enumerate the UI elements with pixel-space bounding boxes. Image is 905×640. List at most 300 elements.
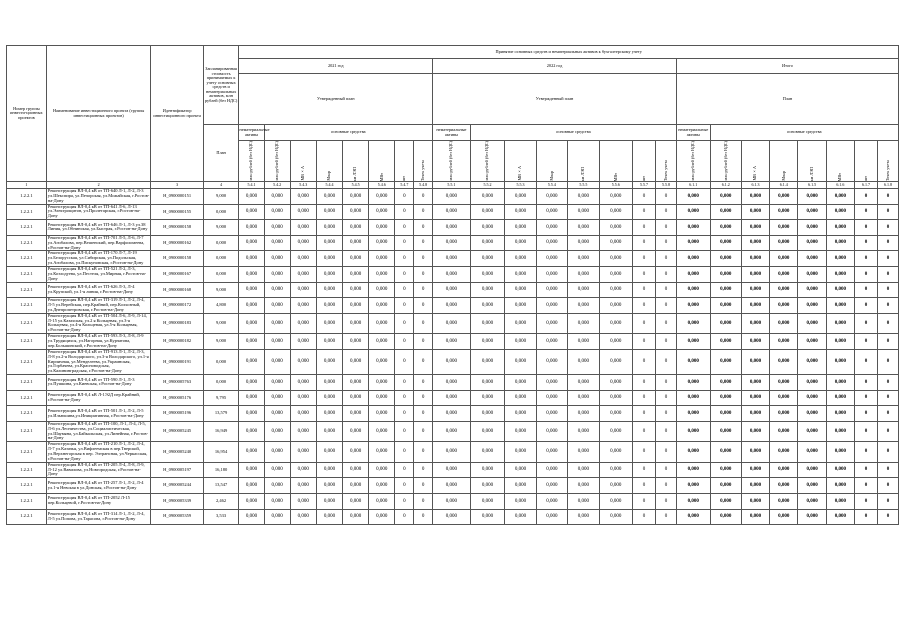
- value-cell: 0,000: [536, 189, 567, 205]
- value-cell: 0,000: [536, 375, 567, 391]
- total-value-cell: 0,000: [710, 334, 741, 350]
- value-cell: 0: [633, 298, 656, 314]
- plan-total: План: [677, 74, 899, 125]
- value-cell: 0,000: [433, 442, 471, 462]
- sub-col-header: [264, 141, 290, 182]
- value-cell: 0: [395, 235, 414, 251]
- total-value-cell: 0: [854, 478, 877, 494]
- value-cell: 0,000: [290, 390, 316, 406]
- total-value-cell: 0,000: [710, 478, 741, 494]
- total-value-cell: 0: [854, 462, 877, 478]
- value-cell: 0,000: [536, 421, 567, 441]
- project-id-cell: H_0900005197: [151, 462, 203, 478]
- value-cell: 0,000: [264, 375, 290, 391]
- group-cell: 1.2.2.1: [7, 442, 47, 462]
- value-cell: 0,000: [568, 334, 599, 350]
- value-cell: 0,000: [264, 390, 290, 406]
- total-value-cell: 0,000: [710, 462, 741, 478]
- table-row: [7, 406, 899, 422]
- value-cell: 0,000: [316, 313, 342, 333]
- value-cell: 0,000: [239, 266, 264, 282]
- value-cell: 0: [414, 478, 433, 494]
- total-value-cell: 0,000: [710, 509, 741, 525]
- sub-col-header: [505, 141, 536, 182]
- value-cell: 0,000: [264, 421, 290, 441]
- value-cell: 0,000: [264, 282, 290, 298]
- value-cell: 0: [395, 478, 414, 494]
- value-cell: 0,000: [239, 375, 264, 391]
- project-name-cell: Реконструкция ВЛ-0,4 кВ от ТП-100, Л-1, Л-4, Л-5, Л-6 ул.Лесничества, ул.Социалистическая, ул.Шаумяна, ул.Байкальская, ул.Линейная, г.Ростов-на-Дону: [46, 421, 151, 441]
- value-cell: 0: [395, 462, 414, 478]
- value-cell: 0: [633, 406, 656, 422]
- value-cell: 0,000: [239, 334, 264, 350]
- value-cell: 0,000: [343, 189, 369, 205]
- project-id-cell: H_0900000151: [151, 189, 203, 205]
- total-value-cell: 0,000: [710, 251, 741, 267]
- column-number: 5.5.6: [599, 182, 633, 189]
- table-row: [7, 266, 899, 282]
- value-cell: 0: [656, 509, 677, 525]
- total-value-cell: 0: [878, 349, 899, 374]
- total-value-cell: 0,000: [826, 334, 854, 350]
- total-value-cell: 0,000: [741, 189, 769, 205]
- value-cell: 0,000: [599, 478, 633, 494]
- value-cell: 0: [633, 462, 656, 478]
- total-value-cell: 0,000: [798, 509, 826, 525]
- value-cell: 0: [395, 493, 414, 509]
- value-cell: 0,000: [316, 390, 342, 406]
- intangible-total: нематериальные активы: [677, 125, 711, 141]
- project-id-cell: H_0900005359: [151, 509, 203, 525]
- value-cell: 0: [395, 282, 414, 298]
- sub-col-header: [878, 141, 899, 182]
- value-cell: 0,000: [290, 462, 316, 478]
- column-number: 6.1.5: [798, 182, 826, 189]
- total-value-cell: 0,000: [710, 204, 741, 220]
- approved-plan-2021: Утвержденный план: [239, 74, 433, 125]
- value-cell: 0,000: [369, 442, 395, 462]
- value-cell: 0,000: [568, 462, 599, 478]
- value-cell: 0,000: [343, 235, 369, 251]
- sub-col-header: [656, 141, 677, 182]
- total-value-cell: 0,000: [677, 478, 711, 494]
- value-cell: 0,000: [290, 509, 316, 525]
- total-value-cell: 0: [854, 251, 877, 267]
- group-cell: 1.2.2.1: [7, 478, 47, 494]
- project-id-cell: H_0900000183: [151, 313, 203, 333]
- value-cell: 0,000: [568, 313, 599, 333]
- value-cell: 0: [414, 220, 433, 236]
- total-value-cell: 0,000: [741, 251, 769, 267]
- value-cell: 0,000: [536, 509, 567, 525]
- total-value-cell: 0,000: [677, 462, 711, 478]
- value-cell: 0,000: [239, 349, 264, 374]
- value-cell: 0,000: [316, 282, 342, 298]
- value-cell: 0,000: [536, 313, 567, 333]
- value-cell: 0,000: [290, 493, 316, 509]
- total-value-cell: 0,000: [677, 334, 711, 350]
- total-value-cell: 0,000: [677, 235, 711, 251]
- group-cell: 1.2.2.1: [7, 349, 47, 374]
- value-cell: 0,000: [290, 334, 316, 350]
- total-value-cell: 0: [878, 478, 899, 494]
- value-cell: 0,000: [264, 478, 290, 494]
- value-cell: 0,000: [433, 349, 471, 374]
- total-value-cell: 0,000: [677, 313, 711, 333]
- value-cell: 0,000: [568, 390, 599, 406]
- value-cell: 0,000: [369, 509, 395, 525]
- sub-col-header: [433, 141, 471, 182]
- total-value-cell: 0,000: [826, 189, 854, 205]
- value-cell: 0,000: [264, 266, 290, 282]
- total-value-cell: 0: [878, 493, 899, 509]
- value-cell: 0,000: [343, 334, 369, 350]
- value-cell: 0,000: [239, 282, 264, 298]
- column-number: 4: [203, 182, 239, 189]
- plan-value-cell: 0,000: [203, 204, 239, 220]
- value-cell: 0,000: [536, 442, 567, 462]
- value-cell: 0,000: [290, 375, 316, 391]
- value-cell: 0,000: [343, 493, 369, 509]
- total-value-cell: 0,000: [798, 421, 826, 441]
- total-value-cell: 0,000: [741, 282, 769, 298]
- table-body: [7, 189, 899, 525]
- value-cell: 0,000: [599, 220, 633, 236]
- value-cell: 0,000: [599, 298, 633, 314]
- table-row: [7, 298, 899, 314]
- table-row: [7, 375, 899, 391]
- value-cell: 0,000: [316, 189, 342, 205]
- value-cell: 0,000: [505, 421, 536, 441]
- plan-value-cell: 9,795: [203, 390, 239, 406]
- total-value-cell: 0: [878, 313, 899, 333]
- column-number: 5.5.4: [536, 182, 567, 189]
- total-value-cell: 0,000: [677, 298, 711, 314]
- value-cell: 0,000: [343, 313, 369, 333]
- value-cell: 0: [414, 204, 433, 220]
- value-cell: 0,000: [343, 406, 369, 422]
- total-value-cell: 0,000: [677, 375, 711, 391]
- total-value-cell: 0,000: [677, 390, 711, 406]
- value-cell: 0: [395, 334, 414, 350]
- value-cell: 0,000: [433, 509, 471, 525]
- total-value-cell: 0: [878, 266, 899, 282]
- value-cell: 0: [633, 390, 656, 406]
- value-cell: 0,000: [599, 204, 633, 220]
- fixed-assets-total: основные средства: [710, 125, 899, 141]
- group-cell: 1.2.2.1: [7, 406, 47, 422]
- value-cell: 0: [414, 334, 433, 350]
- project-name-cell: Реконструкция ВЛ-0,4 кВ от ТП-590 Л-1, Л-3 ул.Пушкина, ул.Киевская, г.Ростов-на-Дону: [46, 375, 151, 391]
- total-value-cell: 0,000: [741, 334, 769, 350]
- project-id-cell: H_0900005240: [151, 442, 203, 462]
- sub-col-header: [633, 141, 656, 182]
- value-cell: 0,000: [536, 266, 567, 282]
- value-cell: 0: [414, 462, 433, 478]
- total-value-cell: 0: [854, 375, 877, 391]
- value-cell: 0,000: [433, 235, 471, 251]
- total-value-cell: 0,000: [677, 189, 711, 205]
- value-cell: 0,000: [505, 204, 536, 220]
- total-value-cell: 0,000: [710, 442, 741, 462]
- value-cell: 0: [633, 442, 656, 462]
- column-number: 5.4.8: [414, 182, 433, 189]
- value-cell: 0,000: [316, 204, 342, 220]
- group-cell: 1.2.2.1: [7, 189, 47, 205]
- value-cell: 0: [656, 313, 677, 333]
- total-value-cell: 0: [878, 442, 899, 462]
- project-name-cell: Реконструкция ВЛ-0,4 кВ от ТП-2052 Л-15 пер.Кольцевой, г.Ростов-на-Дону: [46, 493, 151, 509]
- value-cell: 0: [414, 442, 433, 462]
- value-cell: 0,000: [343, 204, 369, 220]
- total-value-cell: 0: [878, 220, 899, 236]
- table-row: [7, 282, 899, 298]
- total-value-cell: 0: [878, 462, 899, 478]
- project-id-cell: H_0900005196: [151, 406, 203, 422]
- sub-col-label: млн рублей (без НДС): [273, 141, 279, 181]
- total-value-cell: 0,000: [741, 220, 769, 236]
- value-cell: 0,000: [470, 251, 505, 267]
- value-cell: 0,000: [505, 478, 536, 494]
- value-cell: 0,000: [470, 282, 505, 298]
- value-cell: 0: [656, 406, 677, 422]
- value-cell: 0,000: [264, 334, 290, 350]
- value-cell: 0,000: [433, 406, 471, 422]
- value-cell: 0: [656, 282, 677, 298]
- value-cell: 0,000: [264, 406, 290, 422]
- value-cell: 0: [633, 251, 656, 267]
- value-cell: 0,000: [433, 251, 471, 267]
- value-cell: 0,000: [505, 220, 536, 236]
- total-value-cell: 0,000: [741, 478, 769, 494]
- total-value-cell: 0: [878, 235, 899, 251]
- value-cell: 0: [395, 313, 414, 333]
- value-cell: 0,000: [505, 235, 536, 251]
- year-2022: 2022 год: [433, 59, 677, 74]
- sub-col-header: [290, 141, 316, 182]
- value-cell: 0,000: [505, 509, 536, 525]
- project-name-cell: Реконструкция ВЛ-0,4 кВ от ТП-646 Л-1, Л-3 ул.38 Линия, ул.Обнинская, ул.Быстрая, г.Ростов-на-Дону: [46, 220, 151, 236]
- value-cell: 0: [656, 220, 677, 236]
- value-cell: 0,000: [536, 235, 567, 251]
- value-cell: 0,000: [599, 189, 633, 205]
- project-name-cell: Реконструкция ВЛ-0,4 кВ от ТП-319 Л-1, Л-2, Л-4, Л-5 ул.Верейская, пер.Крайний, пер.Колхозный, ул.Днепропетровская, г.Ростов-на-Дону: [46, 298, 151, 314]
- project-id-cell: H_0900000162: [151, 235, 203, 251]
- value-cell: 0,000: [536, 220, 567, 236]
- value-cell: 0,000: [264, 493, 290, 509]
- value-cell: 0,000: [239, 421, 264, 441]
- total-value-cell: 0,000: [677, 251, 711, 267]
- sub-col-label: млн рублей (без НДС): [722, 141, 728, 181]
- value-cell: 0: [414, 390, 433, 406]
- total-value-cell: 0,000: [826, 493, 854, 509]
- total-value-cell: 0: [878, 406, 899, 422]
- value-cell: 0,000: [239, 189, 264, 205]
- value-cell: 0,000: [369, 220, 395, 236]
- value-cell: 0,000: [505, 390, 536, 406]
- value-cell: 0,000: [316, 406, 342, 422]
- value-cell: 0,000: [599, 266, 633, 282]
- value-cell: 0,000: [290, 235, 316, 251]
- value-cell: 0,000: [470, 313, 505, 333]
- total-value-cell: 0,000: [770, 442, 798, 462]
- value-cell: 0,000: [316, 235, 342, 251]
- total-value-cell: 0,000: [677, 266, 711, 282]
- value-cell: 0,000: [568, 282, 599, 298]
- value-cell: 0,000: [505, 189, 536, 205]
- value-cell: 0,000: [239, 406, 264, 422]
- total-value-cell: 0,000: [741, 235, 769, 251]
- value-cell: 0: [414, 251, 433, 267]
- value-cell: 0,000: [470, 334, 505, 350]
- group-cell: 1.2.2.1: [7, 235, 47, 251]
- plan-value-cell: 2,462: [203, 493, 239, 509]
- fixed-assets-2022: основные средства: [470, 125, 676, 141]
- value-cell: 0: [633, 235, 656, 251]
- value-cell: 0,000: [264, 313, 290, 333]
- value-cell: 0,000: [599, 442, 633, 462]
- total-value-cell: 0: [854, 298, 877, 314]
- value-cell: 0,000: [536, 493, 567, 509]
- report-sheet: [6, 45, 899, 525]
- total-value-cell: 0,000: [677, 349, 711, 374]
- total-value-cell: 0,000: [741, 375, 769, 391]
- plan-value-cell: 0,000: [203, 375, 239, 391]
- total-value-cell: 0,000: [710, 298, 741, 314]
- table-row: [7, 334, 899, 350]
- total-value-cell: 0,000: [770, 298, 798, 314]
- value-cell: 0,000: [290, 298, 316, 314]
- column-number: 3: [151, 182, 203, 189]
- value-cell: 0,000: [568, 266, 599, 282]
- value-cell: 0: [633, 421, 656, 441]
- total-value-cell: 0,000: [677, 493, 711, 509]
- plan-value-cell: 0,000: [203, 266, 239, 282]
- total-value-cell: 0,000: [677, 509, 711, 525]
- total-value-cell: 0,000: [677, 406, 711, 422]
- value-cell: 0,000: [343, 478, 369, 494]
- value-cell: 0,000: [369, 349, 395, 374]
- value-cell: 0: [633, 189, 656, 205]
- value-cell: 0,000: [568, 235, 599, 251]
- value-cell: 0,000: [239, 204, 264, 220]
- total-value-cell: 0: [854, 493, 877, 509]
- value-cell: 0,000: [369, 421, 395, 441]
- sub-col-header: [677, 141, 711, 182]
- total-value-cell: 0: [878, 204, 899, 220]
- total-value-cell: 0: [854, 406, 877, 422]
- value-cell: 0,000: [470, 349, 505, 374]
- total-value-cell: 0,000: [798, 313, 826, 333]
- value-cell: 0,000: [433, 189, 471, 205]
- value-cell: 0,000: [433, 204, 471, 220]
- value-cell: 0,000: [433, 493, 471, 509]
- sub-col-header: [343, 141, 369, 182]
- column-number: 5.5.5: [568, 182, 599, 189]
- total-value-cell: 0,000: [770, 334, 798, 350]
- value-cell: 0,000: [316, 298, 342, 314]
- value-cell: 0,000: [290, 282, 316, 298]
- total-value-cell: 0,000: [710, 220, 741, 236]
- sub-col-label: МВ×А: [300, 166, 306, 181]
- value-cell: 0: [656, 375, 677, 391]
- column-number: 5.4.7: [395, 182, 414, 189]
- top-title: Принятие основных средств и нематериальных активов к бухгалтерскому учету: [239, 46, 899, 59]
- total-value-cell: 0,000: [770, 349, 798, 374]
- total-value-cell: 0,000: [677, 220, 711, 236]
- project-id-cell: H_0900005245: [151, 421, 203, 441]
- value-cell: 0,000: [343, 282, 369, 298]
- value-cell: 0,000: [599, 375, 633, 391]
- total-value-cell: 0,000: [798, 442, 826, 462]
- plan-value-cell: 9,000: [203, 282, 239, 298]
- value-cell: 0,000: [536, 462, 567, 478]
- value-cell: 0: [414, 375, 433, 391]
- total-value-cell: 0,000: [770, 493, 798, 509]
- value-cell: 0,000: [239, 462, 264, 478]
- value-cell: 0,000: [433, 282, 471, 298]
- plan-value-cell: 9,000: [203, 313, 239, 333]
- value-cell: 0,000: [369, 282, 395, 298]
- table-row: [7, 251, 899, 267]
- value-cell: 0,000: [343, 298, 369, 314]
- project-name-cell: Реконструкция ВЛ-0,4 кВ от ТП-504 Л-6, Л-9, Л-14, Л-15 ул.Казахская, ул.2 я Кольцевая, ул.3-я Кольцевая, ул.4-я Кольцевая, ул.5-я Кольцевая, г.Ростов-на-Дону: [46, 313, 151, 333]
- value-cell: 0,000: [316, 334, 342, 350]
- total-value-cell: 0,000: [770, 421, 798, 441]
- sub-col-header: [826, 141, 854, 182]
- value-cell: 0,000: [264, 251, 290, 267]
- value-cell: 0,000: [470, 493, 505, 509]
- value-cell: 0,000: [316, 220, 342, 236]
- total-value-cell: 0,000: [770, 220, 798, 236]
- value-cell: 0,000: [316, 375, 342, 391]
- total-value-cell: 0,000: [798, 375, 826, 391]
- value-cell: 0,000: [264, 349, 290, 374]
- value-cell: 0,000: [369, 334, 395, 350]
- value-cell: 0,000: [264, 235, 290, 251]
- plan-value-cell: 16,949: [203, 421, 239, 441]
- plan-value-cell: 3,533: [203, 509, 239, 525]
- column-number: 5.4.2: [264, 182, 290, 189]
- total-value-cell: 0,000: [710, 390, 741, 406]
- value-cell: 0,000: [470, 390, 505, 406]
- col-group-header: Номер группы инвести-ционных проектов: [7, 46, 47, 182]
- sub-col-header: [599, 141, 633, 182]
- total-value-cell: 0,000: [770, 390, 798, 406]
- value-cell: 0: [633, 375, 656, 391]
- total-value-cell: 0,000: [710, 349, 741, 374]
- total-value-cell: 0,000: [826, 390, 854, 406]
- plan-header: План: [203, 125, 239, 182]
- sub-col-label: МВт: [837, 172, 843, 181]
- sub-col-header: [710, 141, 741, 182]
- project-name-cell: Реконструкция ВЛ-0,4 кВ Л-1Э2Д пер.Крайний, г.Ростов-на-Дону: [46, 390, 151, 406]
- total-value-cell: 0,000: [741, 421, 769, 441]
- project-name-cell: Реконструкция ВЛ-0,4 кВ от ТП-170 Л-7, Л-19 ул.Белорусская, ул.Сибирская, ул.Подольская, ул.Агибалова, ул.Пискуновская, г.Ростов-на-Дону: [46, 251, 151, 267]
- value-cell: 0: [633, 204, 656, 220]
- value-cell: 0,000: [290, 251, 316, 267]
- project-id-cell: H_0900000168: [151, 282, 203, 298]
- value-cell: 0,000: [343, 462, 369, 478]
- value-cell: 0,000: [290, 406, 316, 422]
- total-value-cell: 0,000: [798, 298, 826, 314]
- project-name-cell: Реконструкция ВЛ-0,4 кВ от ТП-913 Л-1, Л-2, Л-3, Л-8 ул.2-я Володарского, ул.3-я Володарского, ул.1-я Кирпичная, ул.Менделеева, ул.Украинская, ул.Горбачева, ул.Красноводская, ул.Калининградская, г.Ростов-на-Дону: [46, 349, 151, 374]
- value-cell: 0: [633, 282, 656, 298]
- value-cell: 0: [395, 375, 414, 391]
- total-value-cell: 0,000: [826, 313, 854, 333]
- value-cell: 0,000: [505, 406, 536, 422]
- total-value-cell: 0: [878, 298, 899, 314]
